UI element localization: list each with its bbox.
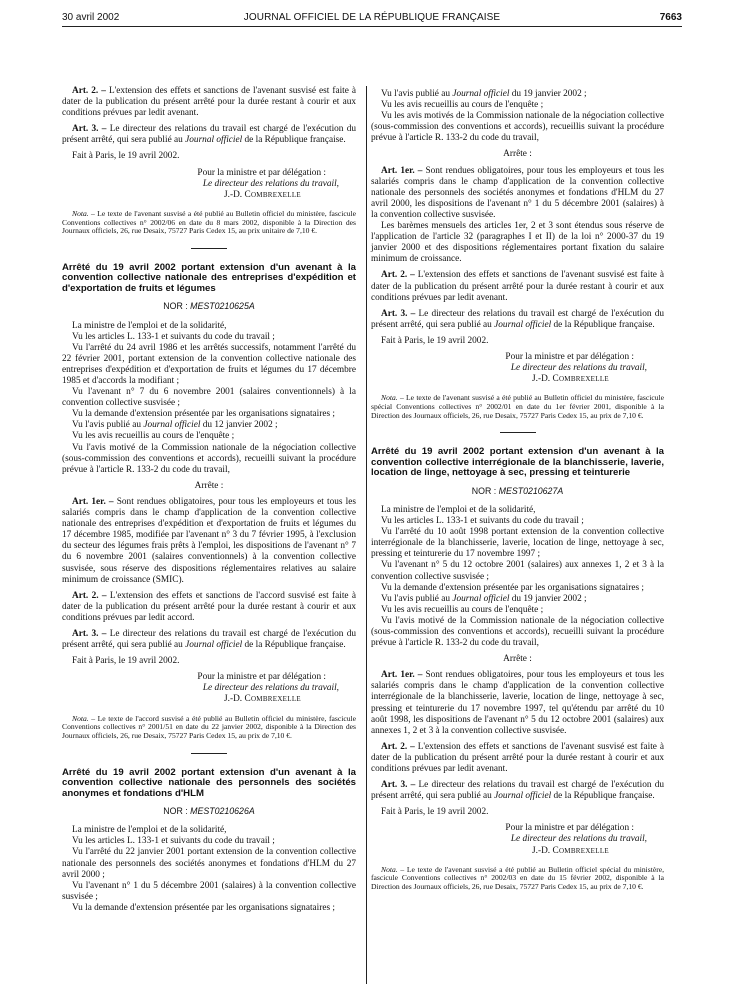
article-label: Art. 1er. –	[381, 670, 423, 681]
decree-paragraph: La ministre de l'emploi et de la solidarité,	[72, 320, 227, 331]
signature-name	[371, 374, 664, 385]
article-text: de la République française.	[553, 791, 655, 802]
decree-title: Arrêté du 19 avril 2002 portant extension d'un avenant à la convention collective nationale des entreprises d'expédition et d'exportation de fruits et légumes	[62, 261, 356, 294]
article-label: Art. 3. –	[72, 124, 107, 135]
signature-title: Le directeur des relations du travail,	[202, 178, 339, 189]
signature-name	[62, 694, 356, 705]
article-1-continued: Les barèmes mensuels des articles 1er, 2 et 3 sont étendus sous réserve de l'application de l'article 32 (paragraphes I et II) de la loi n° 2000-37 du 19 janvier 2000 et des dispositions réglementaires portant fixation du salaire minimum de croissance.	[371, 221, 664, 265]
decree-paragraph: Vu les avis recueillis au cours de l'enquête ;	[72, 431, 235, 442]
decree-paragraph: Vu la demande d'extension présentée par les organisations signataires ;	[72, 409, 335, 420]
nota-text: – Le texte de l'avenant susvisé a été publié au Bulletin officiel du ministère, fascicule spécial Conventions collectives n° 2002/01 en date du 1er février 2001, disponible à la Direction des Journaux officiels, 26, rue Desaix, 75727 Paris Cedex 15, au prix de 7,10 €.	[371, 393, 664, 420]
paragraph-text: du 19 janvier 2002 ;	[511, 593, 587, 604]
separator	[191, 248, 227, 249]
signature-surname: Combrexelle	[244, 189, 301, 200]
article-label: Art. 3. –	[72, 628, 107, 639]
decree-paragraph: Vu la demande d'extension présentée par les organisations signataires ;	[72, 902, 335, 913]
article-3	[62, 124, 356, 146]
decree-paragraph: Vu l'avis motivé de la Commission nationale de la négociation collective (sous-commission des conventions et accords), recueilli suivant la procédure prévue à l'article R. 133-2 du code du travail,	[371, 615, 664, 649]
signature-line: Pour la ministre et par délégation :	[505, 351, 634, 362]
decree-paragraph: Vu l'avis motivé de la Commission nationale de la négociation collective (sous-commission des conventions et accords), recueilli suivant la procédure prévue à l'article R. 133-2 du code du travail,	[62, 442, 356, 475]
nota-label: Nota.	[72, 208, 89, 218]
nota-label: Nota.	[381, 864, 398, 874]
decree-paragraph: Vu l'avenant n° 1 du 5 décembre 2001 (salaires) à la convention collective susvisée ;	[62, 880, 356, 902]
paragraph-text: Vu l'avis publié au	[381, 593, 451, 604]
signature-line: Pour la ministre et par délégation :	[197, 167, 326, 178]
article-text: L'extension des effets et sanctions de l'avenant susvisé est faite à dater de la publication du présent arrêté pour la durée restant à courir et aux conditions prévues par ledit avenant.	[62, 86, 357, 119]
article-3	[371, 780, 664, 802]
article-label: Art. 1er. –	[72, 496, 114, 507]
signature-surname: Combrexelle	[552, 845, 609, 856]
article-label: Art. 1er. –	[381, 165, 423, 176]
article-label: Art. 3. –	[381, 780, 416, 791]
article-1	[62, 497, 356, 586]
column-divider	[366, 86, 367, 984]
nor-reference	[62, 301, 356, 312]
article-text: L'extension des effets et sanctions de l'accord susvisé est faite à dater de la publication du présent arrêté pour la durée restant à courir et aux conditions prévues par ledit accord.	[62, 590, 357, 623]
decree-paragraph: Vu les articles L. 133-1 et suivants du code du travail ;	[72, 836, 275, 847]
article-text: L'extension des effets et sanctions de l'avenant susvisé est faite à dater de la publication du présent arrêté pour la durée restant à courir et aux conditions prévues par ledit avenant.	[371, 741, 664, 775]
page-header	[62, 10, 682, 27]
article-text: Sont rendues obligatoires, pour tous les employeurs et tous les salariés compris dans le champ d'application de la convention collective interrégionale de la blanchisserie, laverie, location de linge, nettoyage à sec, pressing et teinturerie du 17 novembre 1997, tel qu'étendu par arrêté du 10 août 1998, les dispositions de l'avenant n° 5 du 12 octobre 2001 (salaires) aux annexes 1, 2 et 3 à la convention collective susvisée.	[371, 670, 664, 736]
signature-initials: J.-D.	[224, 694, 243, 705]
paragraph-text: du 19 janvier 2002 ;	[511, 89, 587, 99]
article-label: Art. 2. –	[72, 590, 107, 601]
decree-paragraph	[62, 420, 356, 431]
decree-paragraph: Vu l'arrêté du 22 janvier 2001 portant extension de la convention collective nationale des personnels des sociétés anonymes et fondations d'HLM du 27 avril 2000 ;	[62, 847, 356, 880]
fait-line: Fait à Paris, le 19 avril 2002.	[72, 151, 180, 162]
nor-code: MEST0210625A	[190, 301, 255, 312]
journal-ref: Journal officiel	[452, 89, 510, 99]
nor-label: NOR :	[163, 806, 188, 817]
signature-title: Le directeur des relations du travail,	[510, 834, 647, 845]
nota-label: Nota.	[381, 393, 398, 403]
article-1	[371, 670, 664, 737]
decree-paragraph: La ministre de l'emploi et de la solidarité,	[72, 825, 227, 836]
article-label: Art. 3. –	[381, 308, 416, 319]
article-text: L'extension des effets et sanctions de l'avenant susvisé est faite à dater de la publication du présent arrêté pour la durée restant à courir et aux conditions prévues par ledit avenant.	[371, 270, 664, 303]
nor-code: MEST0210627A	[498, 485, 564, 496]
decree-paragraph: Vu les articles L. 133-1 et suivants du code du travail ;	[72, 331, 275, 342]
article-text: Le directeur des relations du travail est chargé de l'exécution du présent arrêté, qui sera publié au	[62, 628, 357, 651]
decree-paragraph: Vu les avis recueillis au cours de l'enquête ;	[381, 100, 544, 111]
nota-label: Nota.	[72, 713, 89, 723]
decree-paragraph: Vu les articles L. 133-1 et suivants du code du travail ;	[381, 516, 584, 527]
journal-title: JOURNAL OFFICIEL DE LA RÉPUBLIQUE FRANÇAISE	[243, 12, 501, 23]
article-label: Art. 2. –	[72, 86, 106, 96]
nor-reference	[371, 486, 664, 497]
article-text: de la République française.	[244, 640, 346, 651]
signature-surname: Combrexelle	[552, 374, 609, 385]
nor-reference	[62, 806, 356, 817]
paragraph-text: du 12 janvier 2002 ;	[202, 420, 278, 431]
journal-ref: Journal officiel	[452, 593, 510, 604]
article-text: de la République française.	[553, 319, 655, 330]
article-1	[371, 166, 664, 221]
article-text: Le directeur des relations du travail est chargé de l'exécution du présent arrêté, qui sera publié au	[371, 308, 665, 330]
arrete-heading: Arrête :	[503, 149, 532, 160]
nor-code: MEST0210626A	[190, 806, 255, 817]
separator	[500, 432, 536, 433]
fait-line: Fait à Paris, le 19 avril 2002.	[381, 335, 489, 346]
nota	[371, 394, 664, 420]
article-label: Art. 2. –	[381, 741, 415, 752]
decree-paragraph: Vu l'arrêté du 10 août 1998 portant extension de la convention collective interrégionale de la blanchisserie, laverie, location de linge, nettoyage à sec, pressing et teinturerie du 17 novembre 1997 ;	[371, 527, 664, 560]
separator	[191, 753, 227, 754]
decree-title: Arrêté du 19 avril 2002 portant extension d'un avenant à la convention collective interrégionale de la blanchisserie, laverie, location de linge, nettoyage à sec, pressing et teinturerie	[371, 446, 664, 479]
signature-surname: Combrexelle	[244, 694, 301, 705]
nota-text: – Le texte de l'avenant susvisé a été publié au Bulletin officiel du ministère, fascicule Conventions collectives n° 2002/06 en date du 8 mars 2002, disponible à la Direction des Journaux officiels, 26, rue Desaix, 75727 Paris Cedex 15, au prix unitaire de 7,10 €.	[62, 208, 356, 236]
article-3	[62, 629, 356, 651]
article-text: Le directeur des relations du travail est chargé de l'exécution du présent arrêté, qui sera publié au	[371, 780, 665, 802]
decree-paragraph	[371, 89, 664, 100]
journal-ref: Journal officiel	[143, 420, 201, 431]
fait-line: Fait à Paris, le 19 avril 2002.	[72, 656, 180, 667]
article-3	[371, 309, 664, 331]
signature-name	[371, 846, 664, 857]
decree-paragraph	[371, 594, 664, 605]
left-column	[62, 86, 356, 914]
signature-initials: J.-D.	[532, 845, 551, 856]
journal-ref: Journal officiel	[185, 135, 243, 146]
decree-paragraph: La ministre de l'emploi et de la solidarité,	[381, 504, 536, 515]
fait-line: Fait à Paris, le 19 avril 2002.	[381, 807, 489, 818]
signature-title: Le directeur des relations du travail,	[202, 683, 339, 694]
nota	[371, 866, 664, 892]
journal-ref: Journal officiel	[185, 640, 243, 651]
decree-paragraph: Vu l'avenant n° 7 du 6 novembre 2001 (salaires conventionnels) à la convention collective susvisée ;	[62, 387, 356, 409]
article-2	[371, 742, 664, 775]
nota	[62, 715, 356, 741]
nota-text: – Le texte de l'avenant susvisé a été publié au Bulletin officiel spécial du ministère, fascicule Conventions collectives n° 2002/03 en date du 15 février 2002, disponible à la Direction des Journaux officiels, 26, rue Desaix, 75727 Paris Cedex 15, au prix de 7,10 €.	[371, 864, 665, 892]
nor-label: NOR :	[163, 301, 188, 312]
signature-title: Le directeur des relations du travail,	[510, 363, 647, 374]
decree-paragraph: Vu l'avenant n° 5 du 12 octobre 2001 (salaires) aux annexes 1, 2 et 3 à la convention collective susvisée ;	[371, 560, 664, 582]
article-2	[371, 270, 664, 303]
arrete-heading: Arrête :	[503, 654, 532, 665]
signature-name	[62, 190, 356, 201]
nota	[62, 210, 356, 236]
article-2	[62, 86, 356, 119]
decree-paragraph: Vu les avis motivés de la Commission nationale de la négociation collective (sous-commission des conventions et accords), recueillis suivant la procédure prévue à l'article R. 133-2 du code du travail,	[371, 111, 664, 144]
article-text: de la République française.	[244, 135, 346, 146]
article-text: Sont rendues obligatoires, pour tous les employeurs et tous les salariés compris dans le champ d'application de la convention collective nationale des entreprises d'expédition et d'exportation de fruits et légumes du 17 décembre 1985, modifiée par l'avenant n° 3 du 7 février 1995, à l'exclusion du secteur des légumes frais prêts à l'emploi, les dispositions de l'avenant n° 7 du 6 novembre 2001 (salaires conventionnels) à la convention collective susvisée, sous réserve des dispositions réglementaires relatives au salaire minimum de croissance (SMIC).	[62, 496, 357, 585]
article-text: Sont rendues obligatoires, pour tous les employeurs et tous les salariés compris dans le champ d'application de la convention collective nationale des personnels des sociétés anonymes et fondations d'HLM du 27 avril 2000, les dispositions de l'avenant n° 1 du 5 décembre 2001 (salaires) à la convention collective susvisée.	[371, 165, 664, 220]
decree-title: Arrêté du 19 avril 2002 portant extension d'un avenant à la convention collective nationale des personnels des sociétés anonymes et fondations d'HLM	[62, 766, 356, 799]
signature-initials: J.-D.	[224, 189, 243, 200]
signature-line: Pour la ministre et par délégation :	[197, 672, 326, 683]
arrete-heading: Arrête :	[194, 480, 224, 491]
article-text: Le directeur des relations du travail est chargé de l'exécution du présent arrêté, qui sera publié au	[62, 124, 357, 146]
header-date: 30 avril 2002	[62, 12, 120, 23]
page-number: 7663	[659, 12, 682, 23]
decree-paragraph: Vu la demande d'extension présentée par les organisations signataires ;	[381, 582, 644, 593]
decree-paragraph: Vu les avis recueillis au cours de l'enquête ;	[381, 604, 544, 615]
nor-label: NOR :	[471, 485, 497, 496]
journal-ref: Journal officiel	[494, 319, 552, 330]
journal-ref: Journal officiel	[494, 791, 552, 802]
nota-text: – Le texte de l'accord susvisé a été publié au Bulletin officiel du ministère, fascicule Conventions collectives n° 2001/51 en date du 22 janvier 2002, disponible à la Direction des Journaux officiels, 26, rue Desaix, 75727 Paris Cedex 15, au prix de 7,10 €.	[62, 713, 356, 740]
paragraph-text: Vu l'avis publié au	[72, 420, 142, 431]
signature-line: Pour la ministre et par délégation :	[505, 823, 634, 834]
paragraph-text: Vu l'avis publié au	[381, 89, 451, 99]
decree-paragraph: Vu l'arrêté du 24 avril 1986 et les arrêtés successifs, notamment l'arrêté du 22 février 2001, portant extension de la convention collective nationale des entreprises d'expédition et d'exportation de fruits et légumes du 17 décembre 1985 et d'accords la modifiant ;	[62, 342, 356, 387]
right-column	[371, 89, 664, 892]
article-label: Art. 2. –	[381, 270, 415, 281]
article-2	[62, 591, 356, 624]
signature-initials: J.-D.	[532, 374, 551, 385]
